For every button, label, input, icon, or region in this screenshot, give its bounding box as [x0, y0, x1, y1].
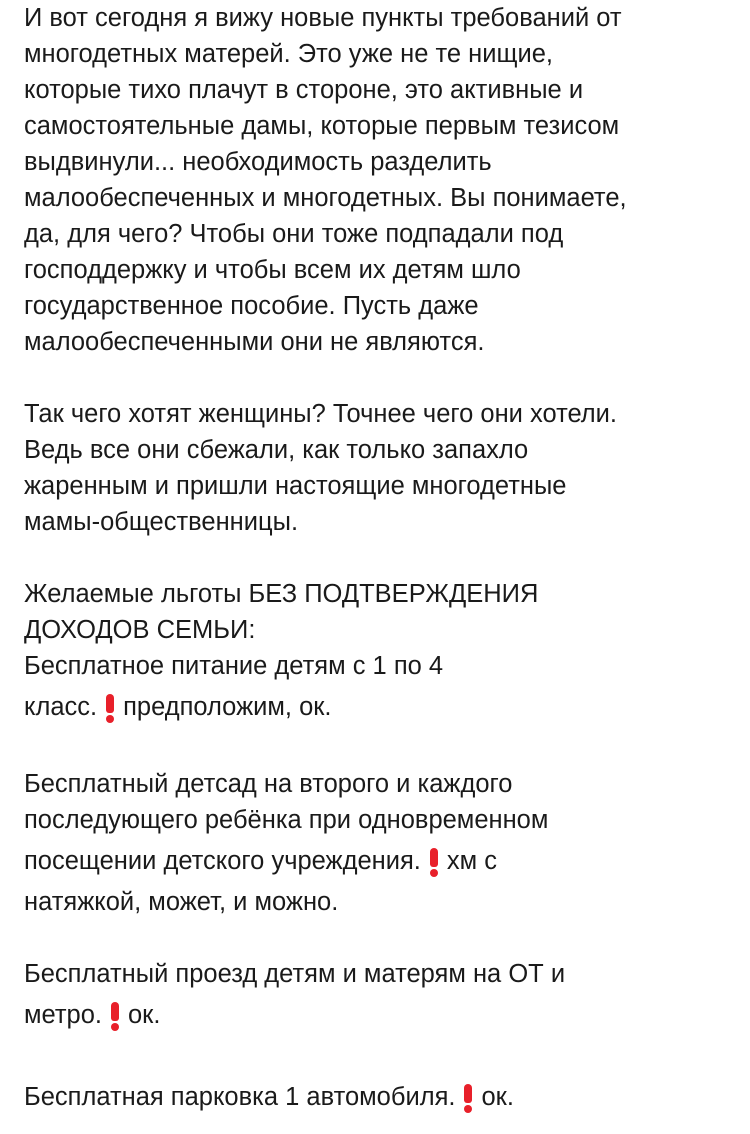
- post-text: [24, 0, 724, 1120]
- text-line: многодетных матерей. Это уже не те нищие,: [24, 40, 553, 68]
- text-fragment: хм с: [446, 847, 498, 875]
- paragraph-intro: [24, 0, 724, 360]
- text-line: И вот сегодня я вижу новые пункты требований от: [24, 4, 622, 32]
- paragraph-spacer: [24, 540, 724, 576]
- text-line: [24, 992, 724, 1038]
- text-line: Бесплатный детсад на второго и каждого: [24, 770, 513, 798]
- text-fragment: посещении детского учреждения.: [24, 847, 421, 875]
- paragraph-parking: [24, 1074, 724, 1120]
- paragraph-benefits-header: [24, 576, 724, 730]
- text-line: жаренным и пришли настоящие многодетные: [24, 472, 567, 500]
- text-line: выдвинули... необходимость разделить: [24, 148, 492, 176]
- paragraph-spacer: [24, 360, 724, 396]
- text-fragment: ок.: [128, 1001, 161, 1029]
- text-line: [24, 1074, 724, 1120]
- paragraph-kindergarten: [24, 766, 724, 920]
- text-line: господдержку и чтобы всем их детям шло: [24, 256, 521, 284]
- paragraph-question: [24, 396, 724, 540]
- text-line: Бесплатный проезд детям и матерям на ОТ и: [24, 960, 566, 988]
- red-exclamation-icon: [108, 999, 122, 1031]
- text-line: Бесплатное питание детям с 1 по 4: [24, 652, 444, 680]
- text-fragment: Бесплатная парковка 1 автомобиля.: [24, 1083, 456, 1111]
- red-exclamation-icon: [461, 1081, 475, 1113]
- text-line: государственное пособие. Пусть даже: [24, 292, 479, 320]
- red-exclamation-icon: [103, 691, 117, 723]
- text-fragment: ок.: [481, 1083, 514, 1111]
- text-line: самостоятельные дамы, которые первым тезисом: [24, 112, 620, 140]
- paragraph-spacer: [24, 920, 724, 956]
- text-line: малообеспеченных и многодетных. Вы понимаете,: [24, 184, 627, 212]
- text-line: Желаемые льготы БЕЗ ПОДТВЕРЖДЕНИЯ: [24, 580, 539, 608]
- text-line: которые тихо плачут в стороне, это активные и: [24, 76, 584, 104]
- text-line: натяжкой, может, и можно.: [24, 888, 339, 916]
- text-line: ДОХОДОВ СЕМЬИ:: [24, 616, 256, 644]
- text-fragment: предположим, ок.: [123, 693, 332, 721]
- text-line: Ведь все они сбежали, как только запахло: [24, 436, 529, 464]
- text-fragment: метро.: [24, 1001, 102, 1029]
- text-line: мамы-общественницы.: [24, 508, 299, 536]
- text-line: Так чего хотят женщины? Точнее чего они хотели.: [24, 400, 617, 428]
- text-line: малообеспеченными они не являются.: [24, 328, 485, 356]
- paragraph-transport: [24, 956, 724, 1038]
- text-fragment: класс.: [24, 693, 98, 721]
- text-line: [24, 838, 724, 884]
- text-line: [24, 684, 724, 730]
- text-line: последующего ребёнка при одновременном: [24, 806, 549, 834]
- red-exclamation-icon: [427, 845, 441, 877]
- paragraph-spacer: [24, 1038, 724, 1074]
- paragraph-spacer: [24, 730, 724, 766]
- text-line: да, для чего? Чтобы они тоже подпадали под: [24, 220, 564, 248]
